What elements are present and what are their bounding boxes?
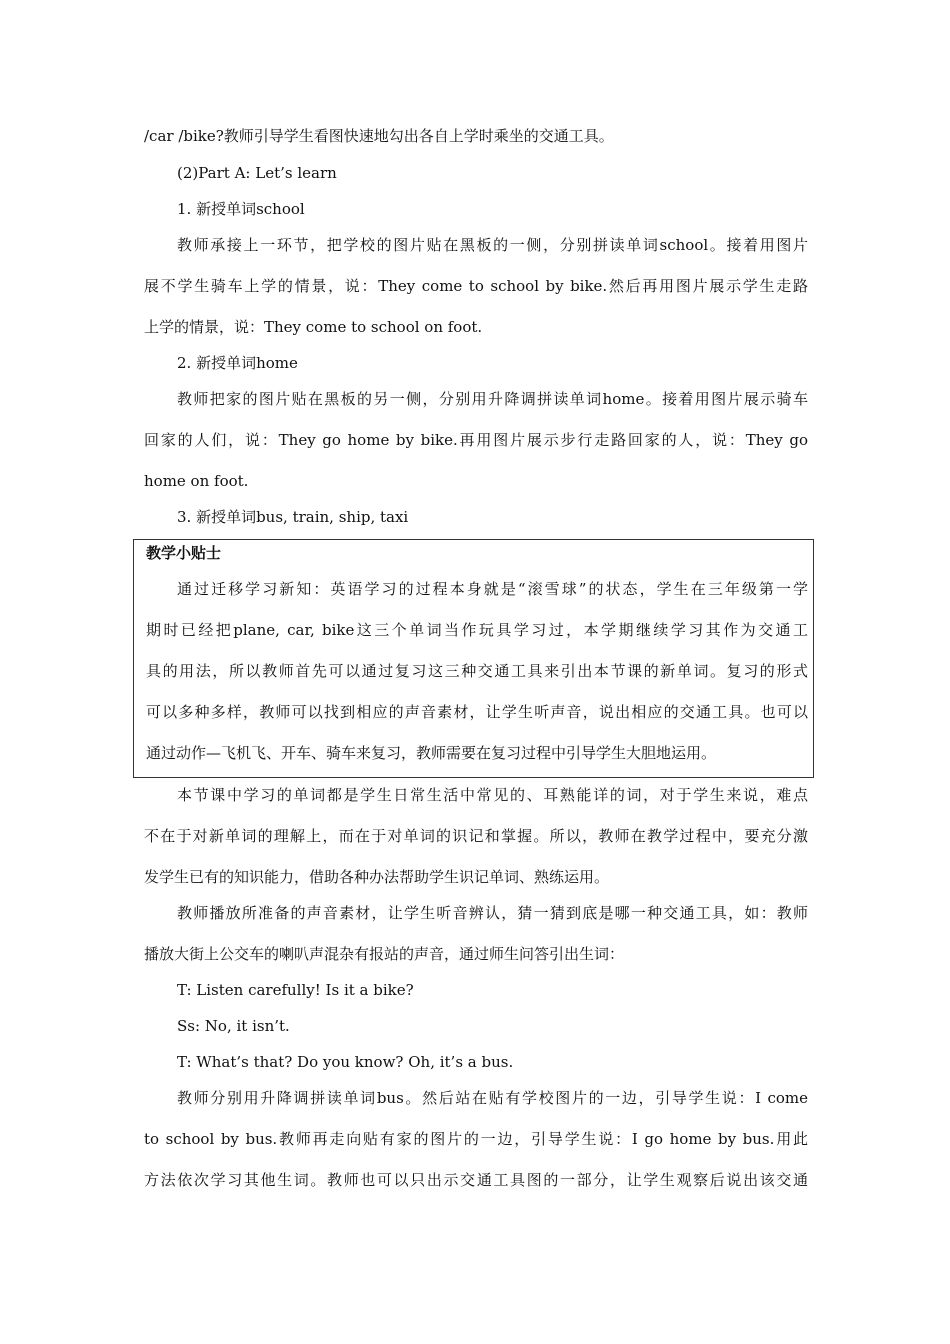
text-line: 展不学生骑车上学的情景，说：They come to school by bike.然后再用图片展示学生走路 bbox=[144, 277, 808, 295]
text-line: /car /bike?教师引导学生看图快速地勾出各自上学时乘坐的交通工具。 bbox=[144, 127, 614, 145]
subheading-bus: 3. 新授单词bus, train, ship, taxi bbox=[177, 508, 409, 526]
tip-line: 可以多种多样，教师可以找到相应的声音素材，让学生听声音，说出相应的交通工具。也可以 bbox=[146, 703, 808, 721]
text-line: 教师承接上一环节，把学校的图片贴在黑板的一侧，分别拼读单词school。接着用图片 bbox=[177, 236, 808, 254]
text-line: 本节课中学习的单词都是学生日常生活中常见的、耳熟能详的词，对于学生来说，难点 bbox=[177, 786, 808, 804]
dialogue-line: Ss: No, it isn’t. bbox=[177, 1017, 290, 1035]
text-line: 不在于对新单词的理解上，而在于对单词的识记和掌握。所以，教师在教学过程中，要充分激 bbox=[144, 827, 808, 845]
text-line: 上学的情景，说：They come to school on foot. bbox=[144, 318, 483, 336]
text-line: 播放大街上公交车的喇叭声混杂有报站的声音，通过师生问答引出生词： bbox=[144, 945, 625, 963]
text-line: 教师分别用升降调拼读单词bus。然后站在贴有学校图片的一边，引导学生说：I come bbox=[177, 1089, 808, 1107]
text-line: to school by bus.教师再走向贴有家的图片的一边，引导学生说：I go home by bus.用此 bbox=[144, 1130, 808, 1148]
subheading-home: 2. 新授单词home bbox=[177, 354, 298, 372]
text-line: 教师把家的图片贴在黑板的另一侧，分别用升降调拼读单词home。接着用图片展示骑车 bbox=[177, 390, 808, 408]
dialogue-line: T: Listen carefully! Is it a bike? bbox=[177, 981, 414, 999]
tip-line: 通过迁移学习新知：英语学习的过程本身就是“滚雪球”的状态，学生在三年级第一学 bbox=[177, 580, 808, 598]
tip-line: 期时已经把plane, car, bike这三个单词当作玩具学习过，本学期继续学习其作为交通工 bbox=[146, 621, 808, 639]
tip-line: 通过动作—飞机飞、开车、骑车来复习，教师需要在复习过程中引导学生大胆地运用。 bbox=[146, 744, 717, 762]
dialogue-line: T: What’s that? Do you know? Oh, it’s a bus. bbox=[177, 1053, 514, 1071]
subheading-school: 1. 新授单词school bbox=[177, 200, 305, 218]
text-line: 发学生已有的知识能力，借助各种办法帮助学生识记单词、熟练运用。 bbox=[144, 868, 610, 886]
text-line: 教师播放所准备的声音素材，让学生听音辨认，猜一猜到底是哪一种交通工具，如：教师 bbox=[177, 904, 808, 922]
section-heading: (2)Part A: Let’s learn bbox=[177, 164, 337, 182]
tip-title: 教学小贴士 bbox=[146, 544, 222, 562]
tip-line: 具的用法，所以教师首先可以通过复习这三种交通工具来引出本节课的新单词。复习的形式 bbox=[146, 662, 808, 680]
text-line: home on foot. bbox=[144, 472, 249, 490]
text-line: 方法依次学习其他生词。教师也可以只出示交通工具图的一部分，让学生观察后说出该交通 bbox=[144, 1171, 808, 1189]
text-line: 回家的人们，说：They go home by bike.再用图片展示步行走路回家的人，说：They go bbox=[144, 431, 808, 449]
